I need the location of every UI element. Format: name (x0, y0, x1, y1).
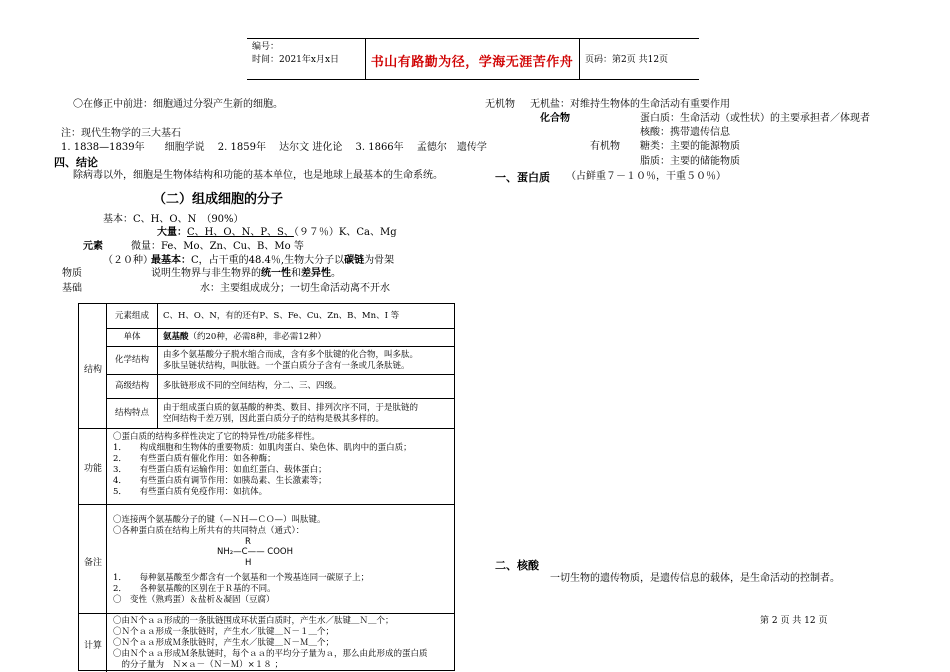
table-row: 元素组成 C、H、O、N，有的还有P、S、Fe、Cu、Zn、B、Mn、I 等 (107, 304, 454, 328)
function-block: 功能 〇蛋白质的结构多样性决定了它的特异性/功能多样性。 1． 构成细胞和生物体的重要物质：如肌肉蛋白、染色体、肌肉中的蛋白质； 2． 有些蛋白质有催化作用：如各种酶； 3． 有些蛋白质有运输作用：如血红蛋白、载体蛋白； 4． 有些蛋白质有调节作用：如胰岛素、生长激素等； 5． 有些蛋白质有免疫作用：如抗体。 (79, 428, 454, 504)
foundations-note: 注：现代生物学的三大基石 (61, 128, 181, 139)
matter-text: 说明生物界与非生物界的统一性和差异性。 (151, 268, 341, 279)
chapter-title: （二）组成细胞的分子 (153, 192, 284, 207)
protein-note: （占鲜重７－１０％，干重５０％） (566, 171, 726, 182)
structure-block (79, 304, 454, 428)
formula-r: R (245, 537, 251, 547)
protein-line: 蛋白质：生命活动（或性状）的主要承担者／体现者 (640, 113, 870, 124)
formula-main: NH₂—C—— COOH (217, 547, 294, 557)
elements-most-basic: 最基本：C，占干重的48.4％,生物大分子以碳链为骨架 (151, 255, 395, 266)
water-text: 水：主要组成成分；一切生命活动离不开水 (200, 283, 390, 294)
note-block: 备注 〇连接两个氨基酸分子的键（—ＮＨ—ＣＯ—）叫肽键。 〇各种蛋白质在结构上所共有的共同特点（通式）： R NH₂—C—— COOH H 1． 每种氨基酸至少都含有一个氨基和一个羧基连同一碳原子上； 2． 各种氨基酸的区别在于Ｒ基的不同。 〇 变性（熟鸡蛋）＆盐析＆凝固（豆腐） (79, 504, 454, 613)
milestones: 1. 1838—1839年 细胞学说 2. 1859年 达尔文 进化论 3. 1866年 孟德尔 遗传学 (61, 142, 487, 153)
table-row: 高级结构 多肽链形成不同的空间结构，分二、三、四级。 (107, 374, 454, 398)
sugar-line: 糖类：主要的能源物质 (640, 141, 740, 152)
elements-basic: 基本：C、H、O、N （90%） (103, 214, 244, 225)
table-row: 单体 氨基酸 （约20种，必需8种，非必需12种） (107, 328, 454, 346)
note-label: 备注 (83, 558, 102, 568)
lipid-line: 脂质：主要的储能物质 (640, 156, 740, 167)
header-motto: 书山有路勤为径，学海无涯苦作舟 (370, 55, 574, 70)
doc-time: 时间：2021年x月x日 (252, 55, 340, 65)
elements-trace: 微量：Fe、Mo、Zn、Cu、B、Mo 等 (131, 241, 304, 252)
elements-major: 大量：C、H、O、N、P、S、（９７％）K、Ca、Mg (157, 227, 397, 238)
nucleic-line: 核酸：携带遗传信息 (640, 127, 730, 138)
compound-label: 化合物 (540, 113, 570, 124)
page-indicator: 页码：第2页 共12页 (585, 55, 669, 65)
protein-table (78, 303, 455, 671)
nucleic-text: 一切生物的遗传物质，是遗传信息的载体，是生命活动的控制者。 (550, 573, 840, 584)
table-row: 化学结构 由多个氨基酸分子脱水缩合而成，含有多个肽键的化合物，叫多肽。 多肽呈链状结构，叫肽链。一个蛋白质分子含有一条或几条肽链。 (107, 346, 454, 374)
page-footer: 第 2 页 共 12 页 (760, 616, 828, 626)
inorganic-salt: 无机盐：对维持生物体的生命活动有重要作用 (530, 99, 730, 110)
section-conclusion-title: 四、结论 (54, 156, 98, 169)
elements-count: （２０种） (103, 255, 153, 266)
formula-h: H (245, 558, 252, 568)
table-row: 结构特点 由于组成蛋白质的氨基酸的种类、数目、排列次序不同，于是肽链的 空间结构千差万别，因此蛋白质分子的结构是极其多样的。 (107, 398, 454, 428)
protein-title: 一、蛋白质 (495, 171, 550, 184)
intro-line: 〇在修正中前进：细胞通过分裂产生新的细胞。 (73, 99, 283, 110)
structure-label: 结构 (83, 365, 102, 375)
function-label: 功能 (83, 464, 102, 474)
matter-label: 物质 (62, 268, 82, 279)
basis-label: 基础 (62, 283, 82, 294)
doc-number: 编号： (252, 42, 280, 52)
organic-label: 有机物 (590, 141, 620, 152)
nucleic-title: 二、核酸 (495, 559, 539, 572)
page-header (247, 38, 699, 80)
calc-block: 计算 〇由Ｎ个ａａ形成的一条肽链围成环状蛋白质时，产生水／肽键＿Ｎ＿个； 〇Ｎ个ａａ形成一条肽链时，产生水／肽键＿Ｎ－１＿个； 〇Ｎ个ａａ形成Ｍ条肽链时，产生水／肽键＿Ｎ－Ｍ＿个； 〇由Ｎ个ａａ形成Ｍ条肽链时，每个ａａ的平均分子量为ａ，那么由此形成的蛋白质 的分子量为 Ｎ×ａ－（Ｎ－Ｍ）×１８ ； (79, 613, 454, 672)
inorganic-label: 无机物 (485, 99, 515, 110)
elements-label: 元素 (83, 241, 103, 252)
conclusion-text: 除病毒以外，细胞是生物体结构和功能的基本单位，也是地球上最基本的生命系统。 (73, 170, 443, 181)
calc-label: 计算 (83, 641, 102, 651)
